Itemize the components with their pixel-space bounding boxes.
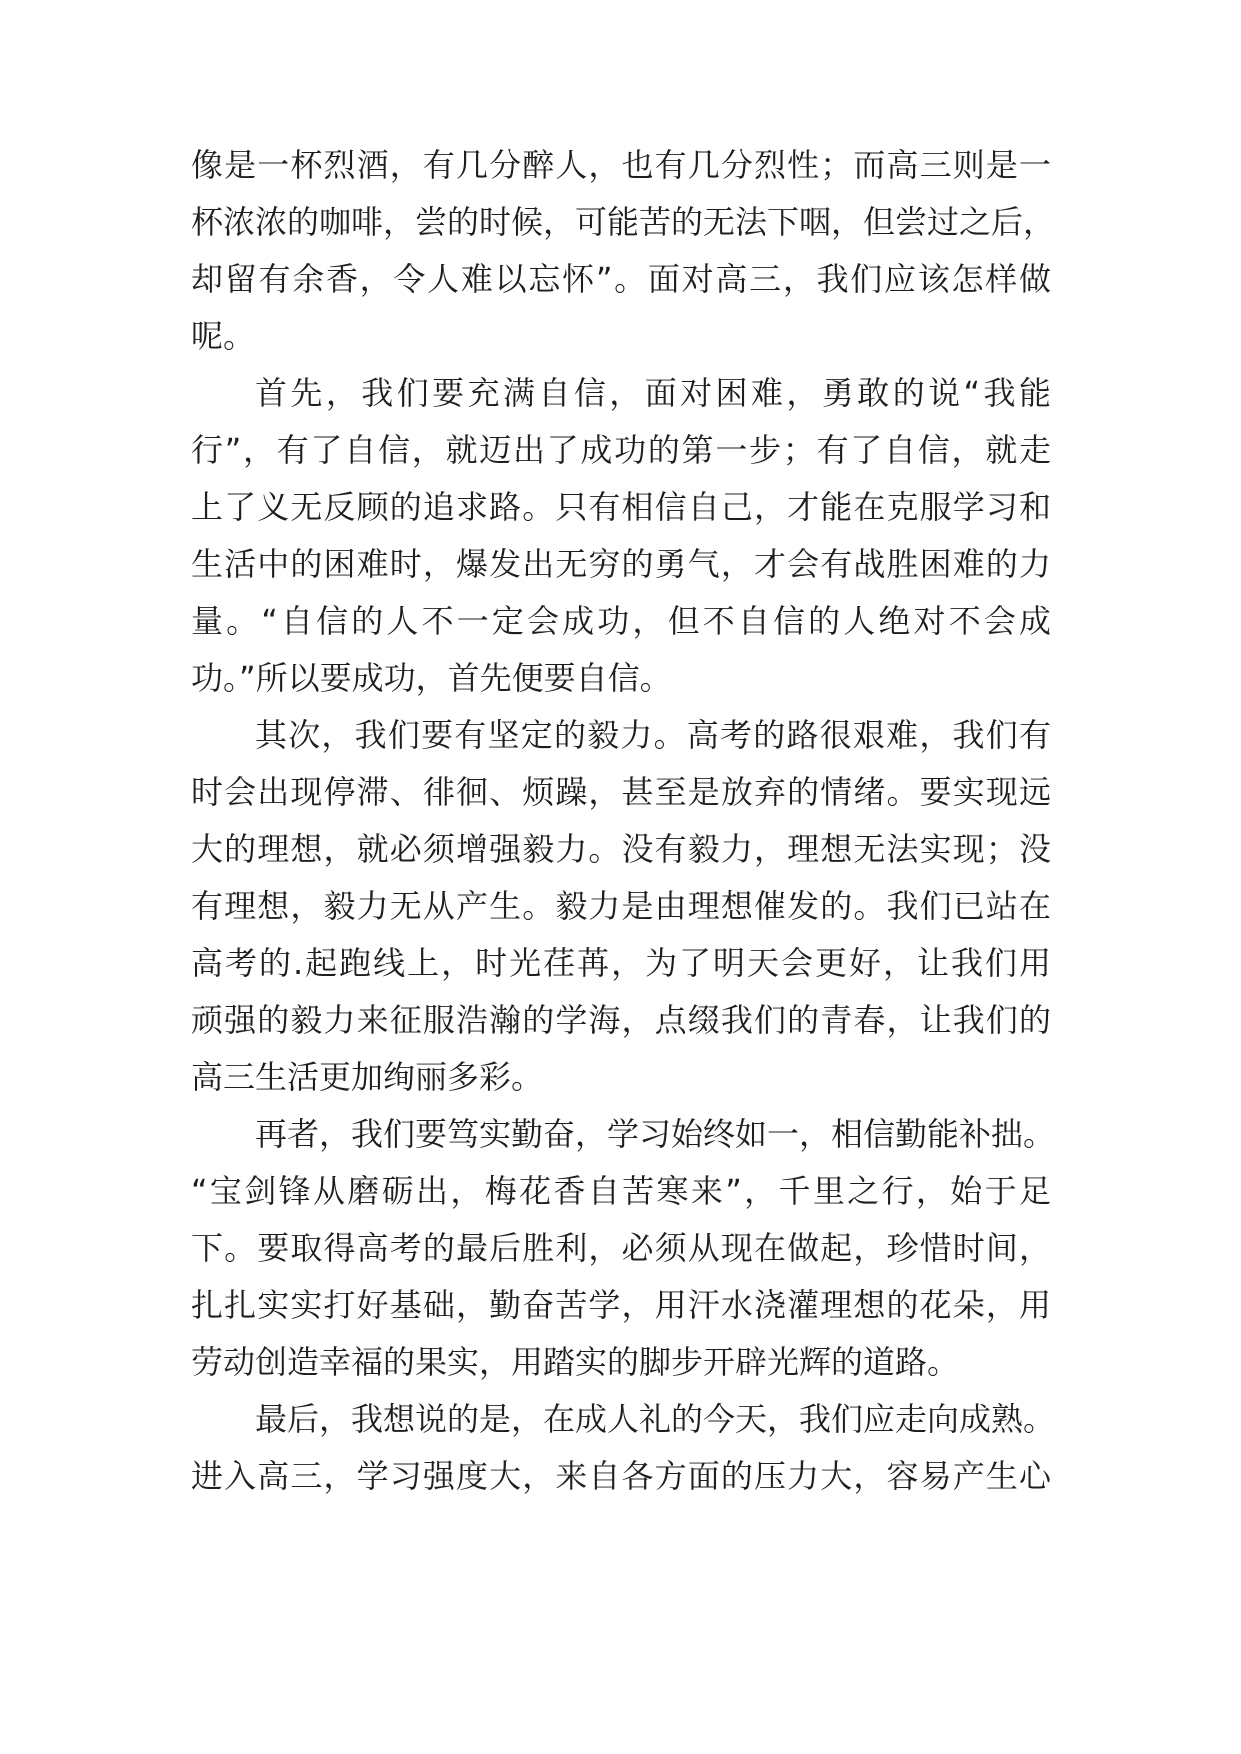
text-line: 进入高三，学习强度大，来自各方面的压力大，容易产生心: [191, 1457, 1051, 1495]
text-line: 高考的.起跑线上，时光荏苒，为了明天会更好，让我们用: [191, 944, 1051, 982]
text-line: 却留有余香，令人难以忘怀”。面对高三，我们应该怎样做: [191, 260, 1051, 298]
text-line: 上了义无反顾的追求路。只有相信自己，才能在克服学习和: [191, 488, 1051, 526]
text-line: 顽强的毅力来征服浩瀚的学海，点缀我们的青春，让我们的: [191, 1001, 1051, 1039]
text-line: 大的理想，就必须增强毅力。没有毅力，理想无法实现；没: [191, 830, 1051, 868]
text-line: 功。”所以要成功，首先便要自信。: [191, 659, 672, 697]
text-line: “宝剑锋从磨砺出，梅花香自苦寒来”，千里之行，始于足: [191, 1172, 1051, 1210]
text-line: 有理想，毅力无从产生。毅力是由理想催发的。我们已站在: [191, 887, 1051, 925]
text-line: 生活中的困难时，爆发出无穷的勇气，才会有战胜困难的力: [191, 545, 1051, 583]
paragraph-first-line: 其次，我们要有坚定的毅力。高考的路很艰难，我们有: [255, 716, 1051, 754]
paragraph-first-line: 再者，我们要笃实勤奋，学习始终如一，相信勤能补拙。: [255, 1115, 1056, 1153]
text-line: 扎扎实实打好基础，勤奋苦学，用汗水浇灌理想的花朵，用: [191, 1286, 1051, 1324]
text-line: 杯浓浓的咖啡，尝的时候，可能苦的无法下咽，但尝过之后，: [191, 203, 1056, 241]
paragraph-first-line: 最后，我想说的是，在成人礼的今天，我们应走向成熟。: [255, 1400, 1056, 1438]
text-line: 呢。: [191, 317, 256, 355]
text-line: 量。“自信的人不一定会成功，但不自信的人绝对不会成: [191, 602, 1051, 640]
text-line: 劳动创造幸福的果实，用踏实的脚步开辟光辉的道路。: [191, 1343, 960, 1381]
text-line: 像是一杯烈酒，有几分醉人，也有几分烈性；而高三则是一: [191, 146, 1051, 184]
text-line: 下。要取得高考的最后胜利，必须从现在做起，珍惜时间，: [191, 1229, 1051, 1267]
paragraph-first-line: 首先，我们要充满自信，面对困难，勇敢的说“我能: [255, 374, 1051, 412]
text-line: 高三生活更加绚丽多彩。: [191, 1058, 544, 1096]
text-line: 时会出现停滞、徘徊、烦躁，甚至是放弃的情绪。要实现远: [191, 773, 1051, 811]
text-line: 行”，有了自信，就迈出了成功的第一步；有了自信，就走: [191, 431, 1051, 469]
